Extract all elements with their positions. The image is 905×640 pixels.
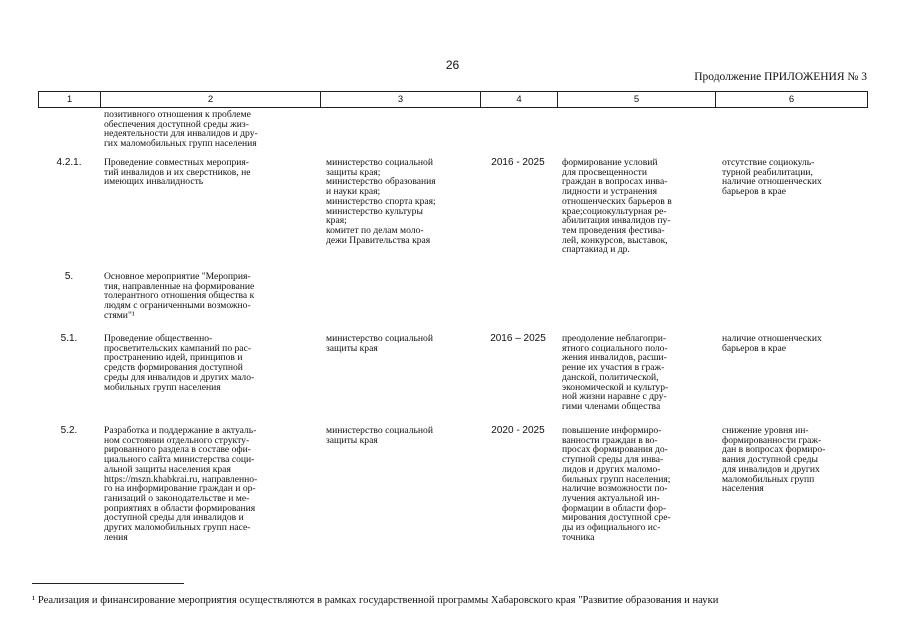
row-number: 4.2.1. [56, 157, 82, 168]
row-risk: наличие отношенческих барьеров в крае [722, 333, 822, 354]
header-col-4: 4 [481, 92, 558, 107]
row-name: Проведение общественно- просветительских кампаний по рас- пространению идей, принципов и средств формирования доступной среды для инвалидов и других мало- мобильных групп населения [104, 333, 255, 393]
row-name: позитивного отношения к проблеме обеспечения доступной среды жиз- недеятельности для инвалидов и дру- гих маломобильных групп населения [104, 109, 258, 150]
row-name: Проведение совместных мероприя- тий инвалидов и их сверстников, не имеющих инвалидность [104, 157, 251, 188]
header-col-6: 6 [788, 94, 795, 105]
footnote-divider [32, 583, 184, 584]
row-name: Основное мероприятие "Мероприя- тия, направленные на формирование толерантного отношения общества к людям с ограниченными возможно- стями"¹ [104, 271, 255, 321]
row-period: 2016 - 2025 [491, 157, 545, 168]
row-name: Разработка и поддержание в актуаль- ном состоянии отдельного структу- рированного раздела в составе офи- циального сайта министерства соци- альной защиты населения края https://mszn.khabkrai.ru, направленно- го на информирование граждан и ор- ганизаций о законодательстве и ме- роприятиях в области формирования доступной среды для инвалидов и других маломобильных групп насе- ления [104, 425, 258, 543]
header-col-5: 5 [558, 92, 716, 107]
row-risk: снижение уровня ин- формированности граж- дан в вопросах формиро- вания доступной среды для инвалидов и других маломобильных групп населения [722, 425, 826, 495]
footnote: ¹ Реализация и финансирование мероприятия осуществляются в рамках государственной программы Хабаровского края "Развитие образования и науки [32, 595, 719, 606]
row-period: 2016 – 2025 [490, 333, 546, 344]
row-risk: отсутствие социокуль- турной реабилитации, наличие отношенческих барьеров в крае [722, 157, 822, 198]
row-executor: министерство социальной защиты края [326, 333, 433, 354]
row-number: 5. [64, 271, 74, 282]
continuation-label: Продолжение ПРИЛОЖЕНИЯ № 3 [694, 71, 867, 83]
header-col-1: 1 [39, 92, 101, 107]
page-number: 26 [445, 58, 460, 72]
row-period: 2020 - 2025 [491, 425, 545, 436]
row-result: формирование условий для просвещенности граждан в вопросах инва- лидности и устранения отношенческих барьеров в крае;социокультурная ре- абилитация инвалидов пу- тем проведения фестива- лей, конкурсов, выставок, спартакиад и др. [562, 157, 672, 256]
row-executor: министерство социальной защиты края [326, 425, 433, 446]
row-number: 5.1. [60, 333, 78, 344]
row-executor: министерство социальной защиты края; министерство образования и науки края; министерство спорта края; министерство культуры края; комитет по делам моло- дежи Правительства края [326, 157, 436, 246]
table-header [38, 91, 868, 108]
header-col-3: 3 [321, 92, 481, 107]
row-number: 5.2. [60, 425, 78, 436]
header-col-2: 2 [101, 92, 321, 107]
row-result: преодоление неблагопри- ятного социального поло- жения инвалидов, расши- рение их участия в граж- данской, политической, экономической и культур- ной жизни наравне с дру- гими членами общества [562, 333, 669, 412]
row-result: повышение информиро- ванности граждан в во- просах формирования до- ступной среды для инва- лидов и других маломо- бильных групп населения; наличие возможности по- лучения актуальной ин- формации в области фор- мирования доступной сре- ды из официального ис- точника [562, 425, 671, 543]
